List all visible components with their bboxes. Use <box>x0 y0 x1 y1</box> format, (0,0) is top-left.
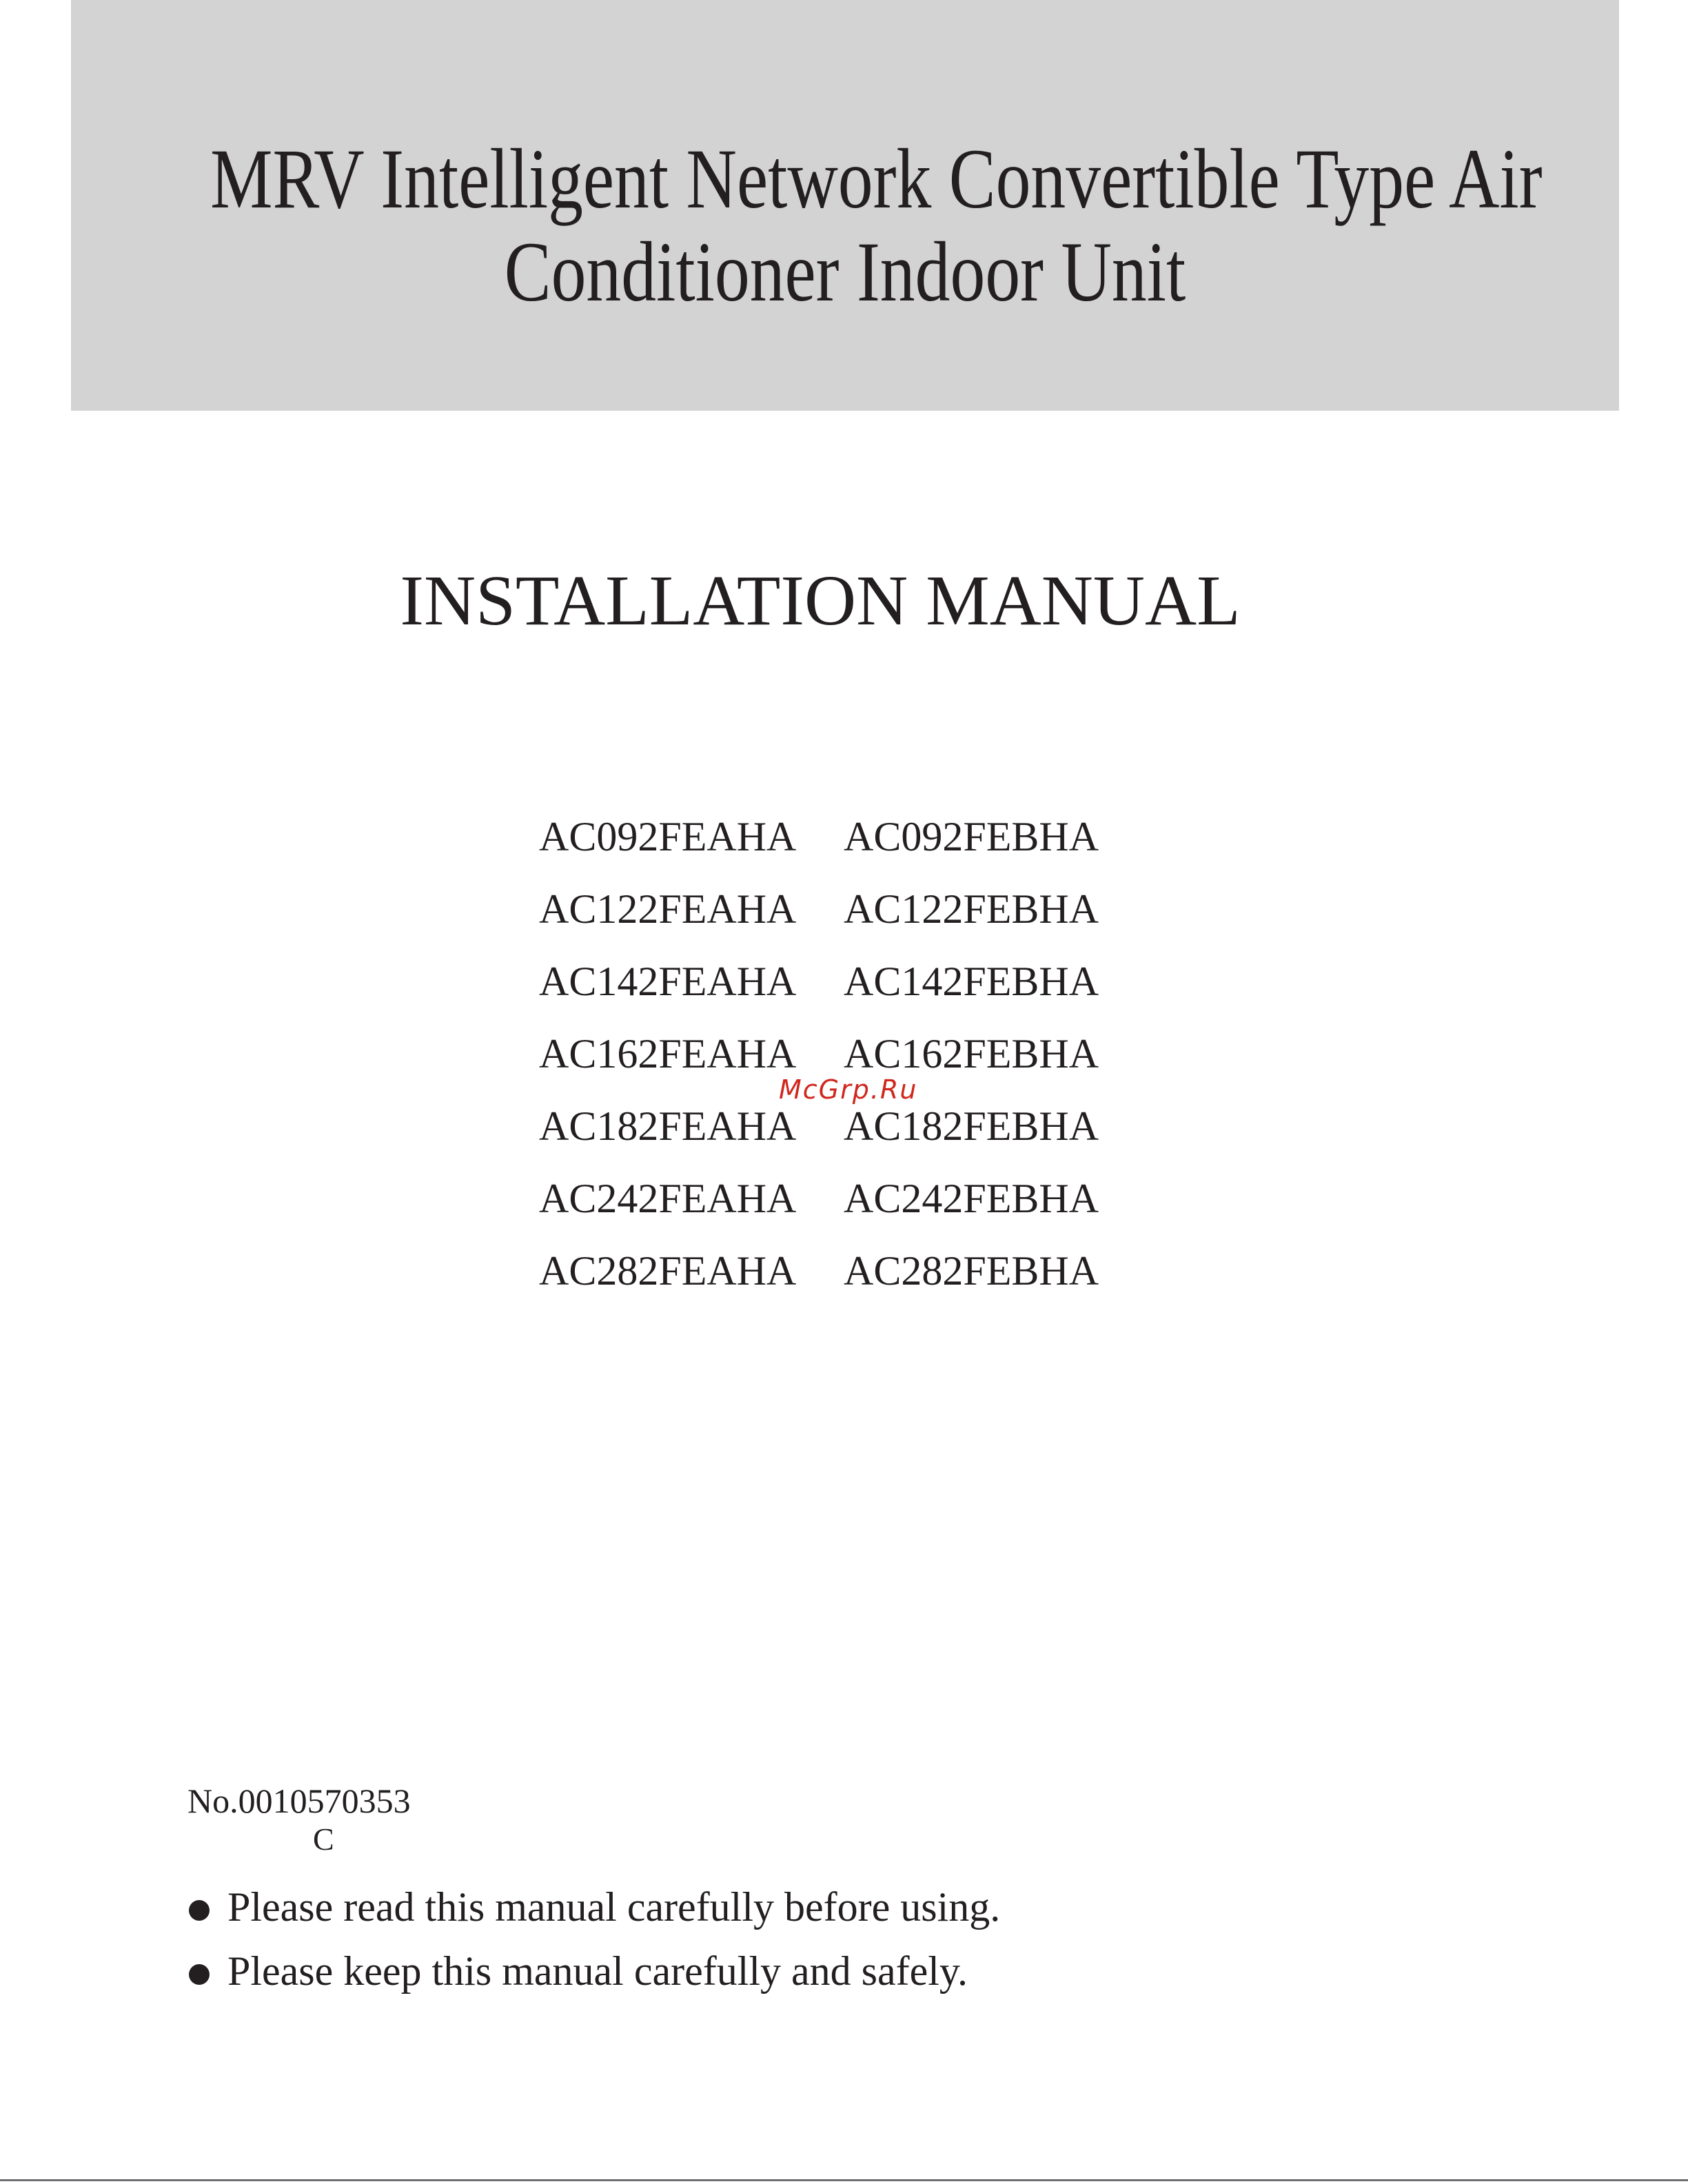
model-code: AC182FEAHA <box>539 1103 797 1149</box>
document-revision: C <box>313 1821 334 1857</box>
model-code: AC242FEAHA <box>539 1176 797 1221</box>
bottom-rule <box>0 2179 1688 2181</box>
bullet-icon <box>189 1900 210 1921</box>
title-line-2: Conditioner Indoor Unit <box>504 225 1186 319</box>
model-code: AC142FEAHA <box>539 959 797 1004</box>
watermark-text: McGrp.Ru <box>779 1074 918 1105</box>
model-code: AC122FEAHA <box>539 886 797 932</box>
note-text: Please read this manual carefully before using. <box>227 1884 1001 1930</box>
title-band <box>71 0 1619 411</box>
model-code: AC162FEBHA <box>844 1031 1099 1076</box>
note-text: Please keep this manual carefully and safely. <box>227 1948 968 1994</box>
bullet-icon <box>189 1964 210 1985</box>
document-number: No.0010570353 <box>187 1782 411 1820</box>
model-code: AC142FEBHA <box>844 959 1099 1004</box>
model-code: AC162FEAHA <box>539 1031 797 1076</box>
model-code: AC182FEBHA <box>844 1103 1099 1149</box>
model-code: AC242FEBHA <box>844 1176 1099 1221</box>
model-code: AC092FEBHA <box>844 814 1099 859</box>
document-heading: INSTALLATION MANUAL <box>400 561 1241 640</box>
model-code: AC092FEAHA <box>539 814 797 859</box>
model-code: AC282FEAHA <box>539 1248 797 1294</box>
title-line-1: MRV Intelligent Network Convertible Type Air <box>210 132 1543 226</box>
model-code: AC282FEBHA <box>844 1248 1099 1294</box>
model-code: AC122FEBHA <box>844 886 1099 932</box>
